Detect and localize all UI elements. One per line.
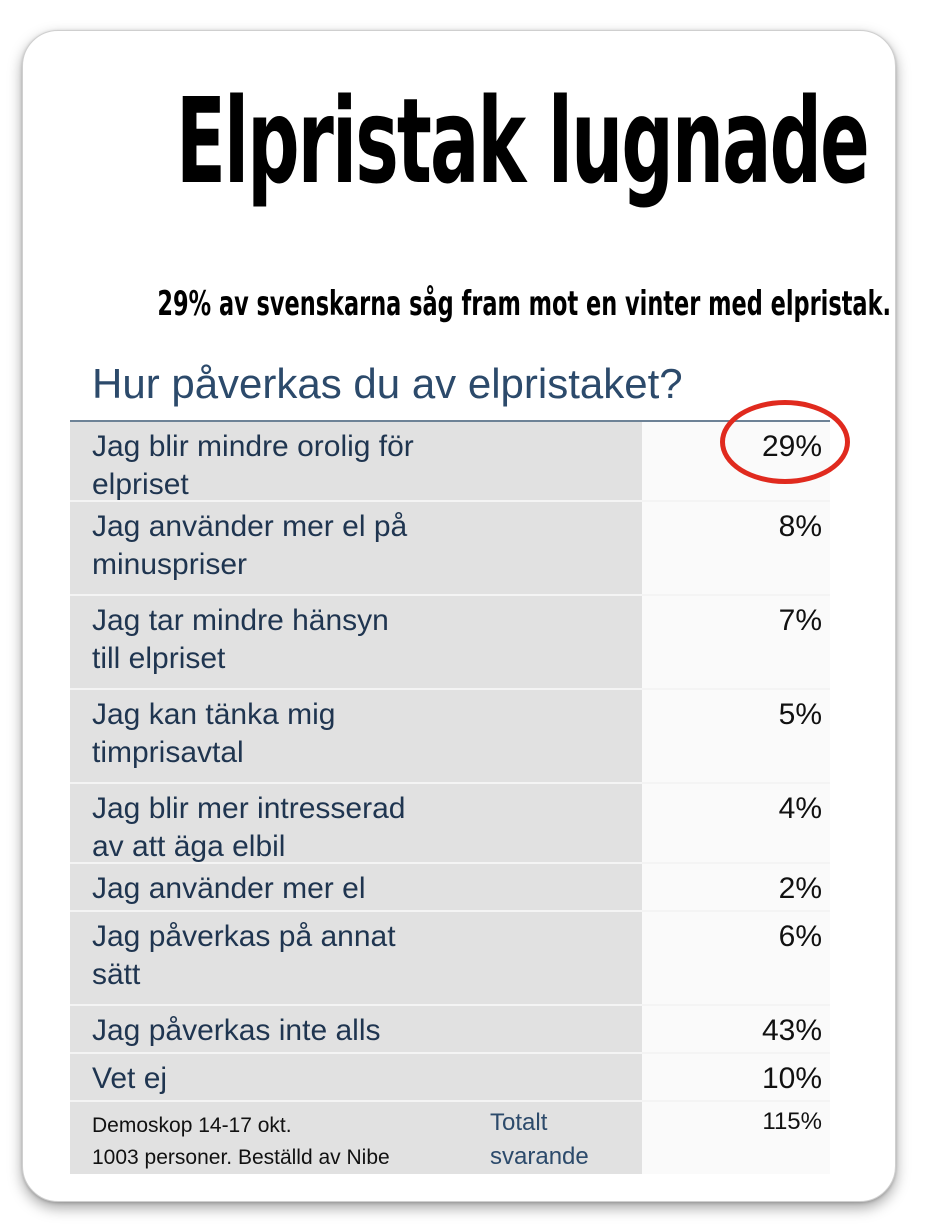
row-value: 5% <box>642 690 830 782</box>
row-label-line: av att äga elbil <box>92 830 286 863</box>
row-label <box>70 422 642 500</box>
source-note <box>92 1110 390 1174</box>
table-row <box>70 596 830 690</box>
table-footer <box>70 1102 830 1174</box>
table-row <box>70 864 830 912</box>
row-label-line: Jag använder mer el på <box>92 510 408 543</box>
row-label-line: Jag påverkas inte alls <box>92 1014 381 1047</box>
row-value: 2% <box>642 864 830 910</box>
row-label <box>70 690 642 782</box>
table-row <box>70 912 830 1006</box>
total-label-line: Totalt <box>490 1109 548 1136</box>
row-label-line: Jag blir mindre orolig för <box>92 430 414 463</box>
source-line: Demoskop 14-17 okt. <box>92 1114 292 1137</box>
table-row <box>70 422 830 502</box>
headline: Elpristak lugnade <box>175 72 868 210</box>
row-label-line: timprisavtal <box>92 736 244 769</box>
total-label <box>490 1106 589 1174</box>
survey-table <box>70 420 830 1174</box>
table-row <box>70 784 830 864</box>
row-label-line: sätt <box>92 958 141 991</box>
row-label <box>70 596 642 688</box>
table-row <box>70 502 830 596</box>
row-label-line: Jag blir mer intresserad <box>92 792 406 825</box>
row-label-line: Jag tar mindre hänsyn <box>92 604 389 637</box>
source-note-cell <box>70 1102 642 1174</box>
row-label-line: Jag använder mer el <box>92 872 366 905</box>
highlight-circle <box>720 400 850 484</box>
row-label-line: minuspriser <box>92 548 248 581</box>
row-label-line: elpriset <box>92 468 189 501</box>
row-label <box>70 1006 642 1052</box>
row-label-line: Jag kan tänka mig <box>92 698 336 731</box>
total-label-line: svarande <box>490 1143 589 1170</box>
row-value: 7% <box>642 596 830 688</box>
total-value: 115% <box>642 1102 830 1174</box>
row-value: 8% <box>642 502 830 594</box>
row-value: 29% <box>642 422 830 500</box>
row-label <box>70 864 642 910</box>
row-label <box>70 912 642 1004</box>
row-label-line: Vet ej <box>92 1062 168 1095</box>
row-label-line: till elpriset <box>92 642 226 675</box>
row-label <box>70 502 642 594</box>
row-value: 43% <box>642 1006 830 1052</box>
row-value: 4% <box>642 784 830 862</box>
row-value: 10% <box>642 1054 830 1100</box>
row-label <box>70 1054 642 1100</box>
row-label <box>70 784 642 862</box>
row-value: 6% <box>642 912 830 1004</box>
table-row <box>70 1054 830 1102</box>
table-row <box>70 690 830 784</box>
row-label-line: Jag påverkas på annat <box>92 920 396 953</box>
source-line: 1003 personer. Beställd av Nibe <box>92 1146 390 1169</box>
table-row <box>70 1006 830 1054</box>
survey-question: Hur påverkas du av elpristaket? <box>92 360 683 407</box>
subheadline: 29% av svenskarna såg fram mot en vinter med elpristak. <box>157 284 892 324</box>
